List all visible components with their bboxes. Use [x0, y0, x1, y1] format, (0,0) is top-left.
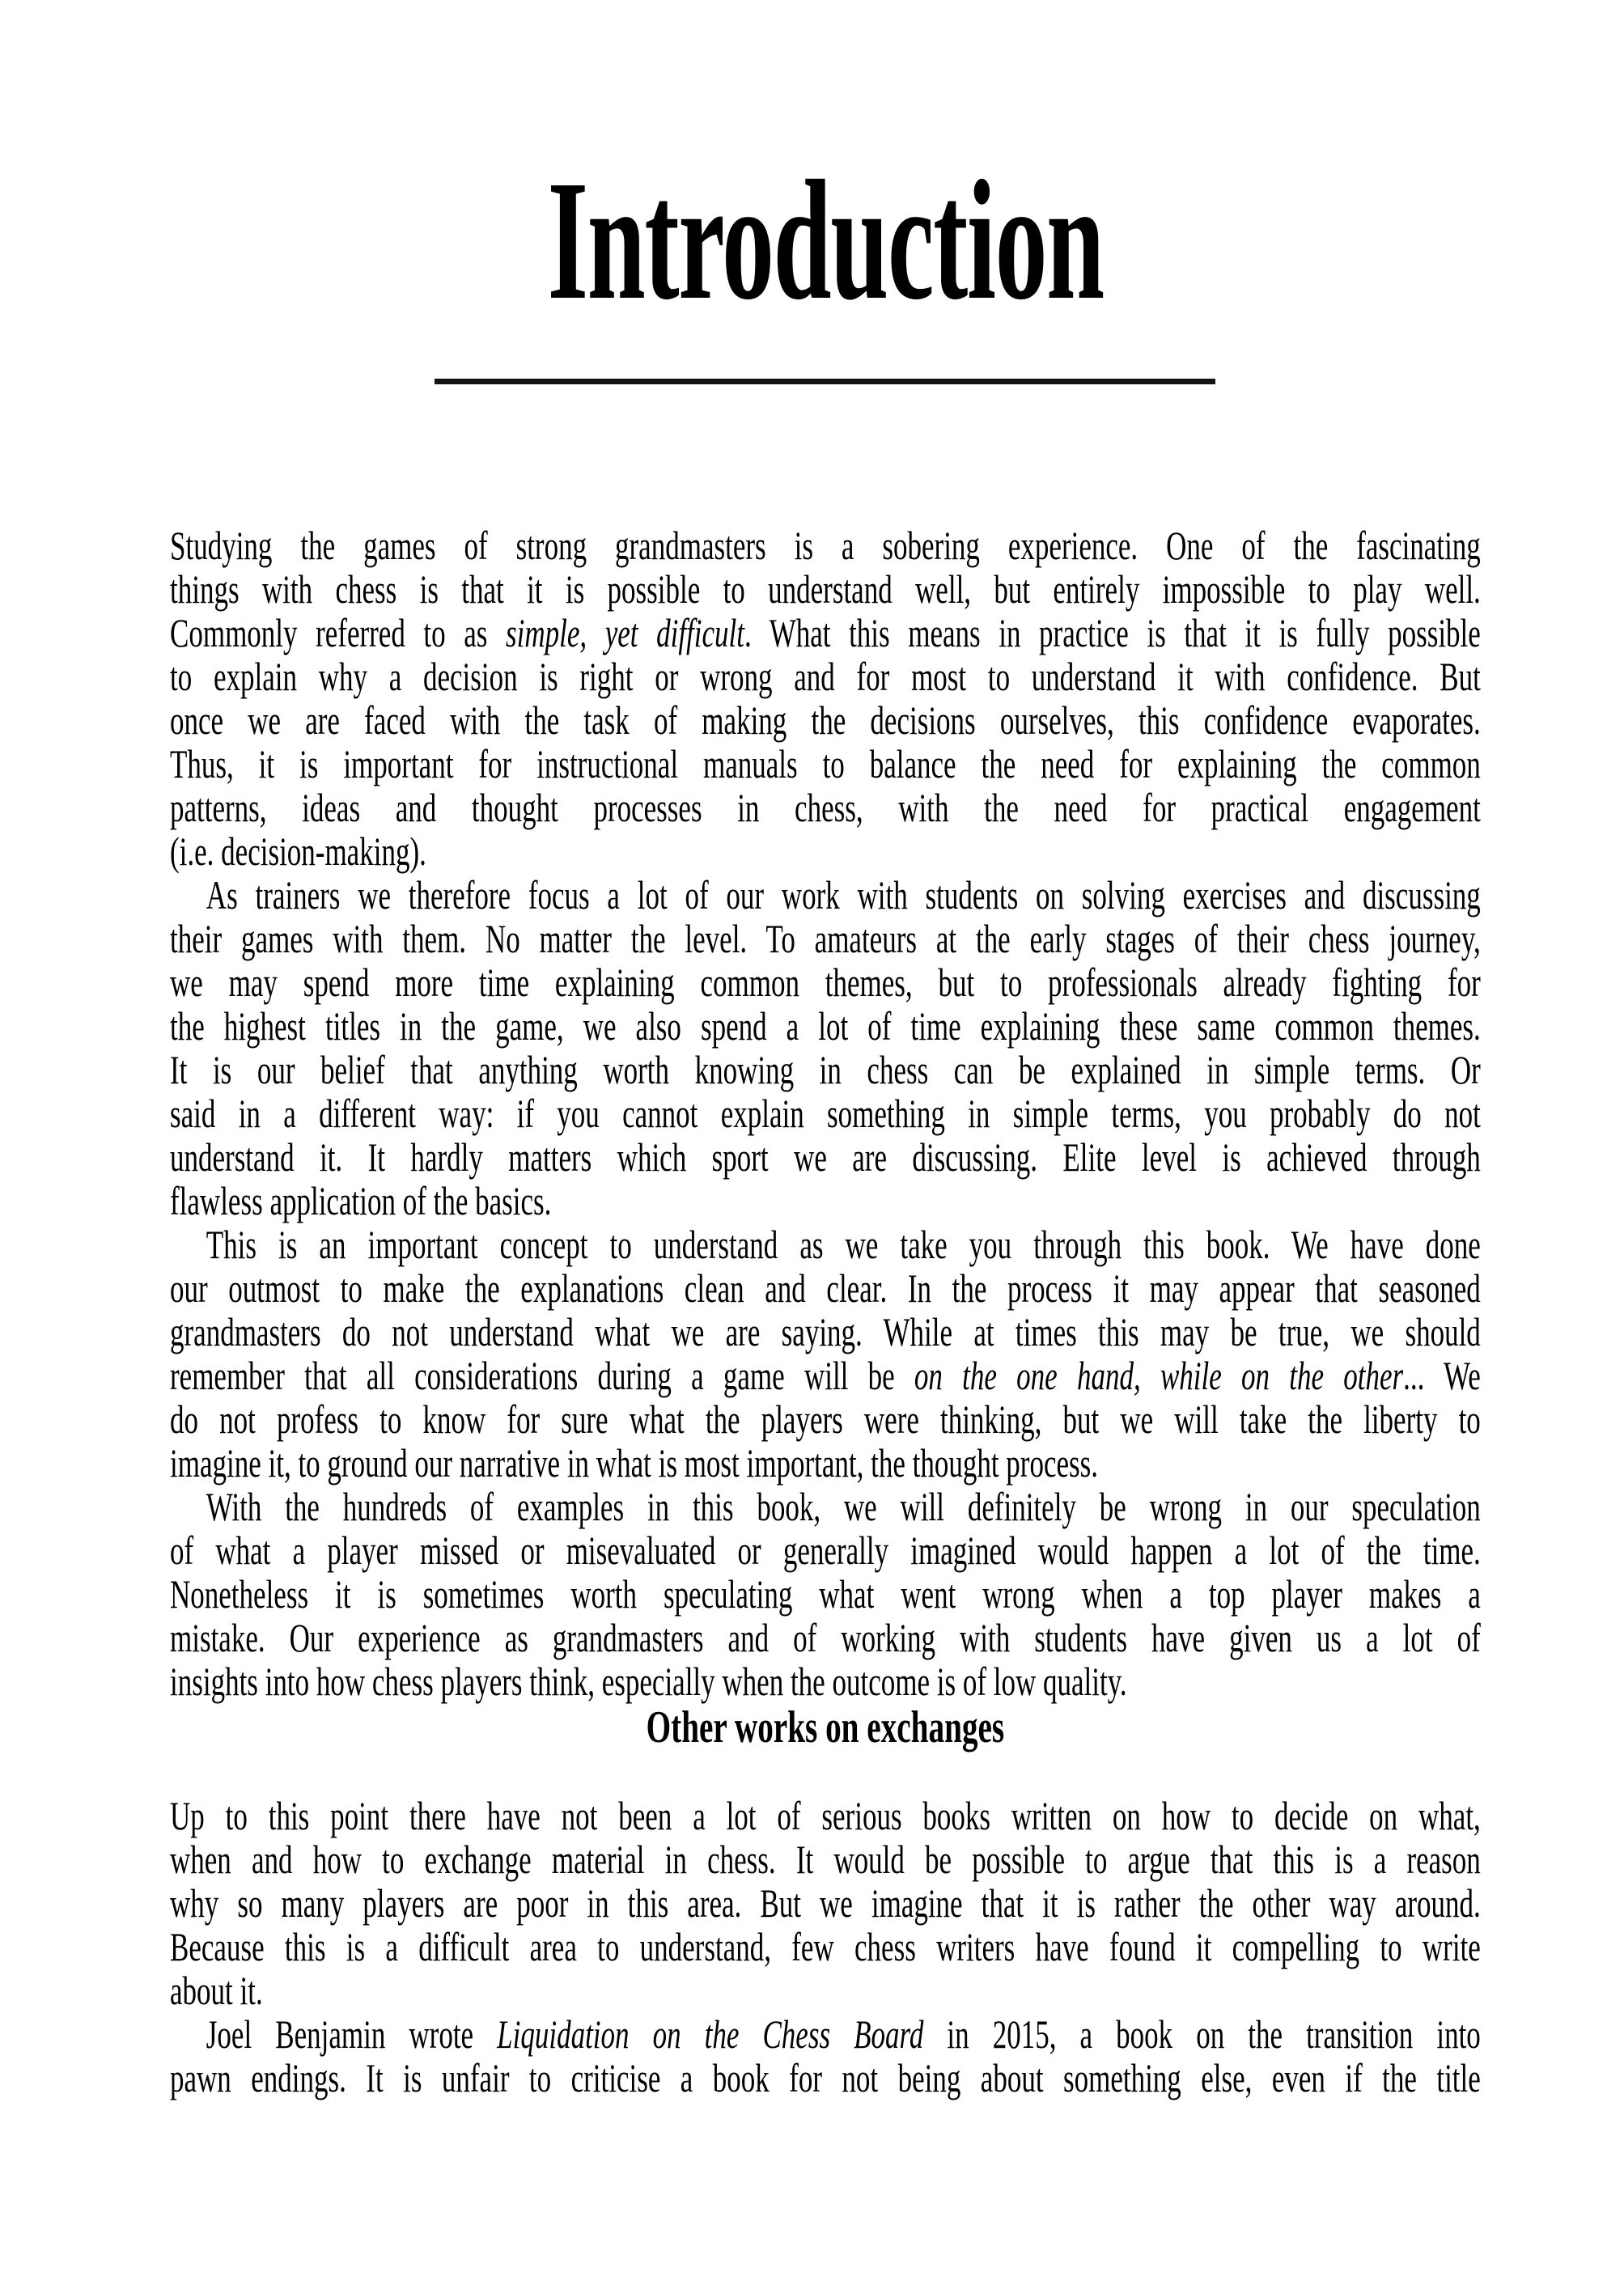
text-line: things with chess is that it is possible to understand well, but entirely impossible to play well.: [170, 566, 1481, 612]
text-line: mistake. Our experience as grandmasters and of working with students have given us a lot of: [170, 1615, 1481, 1660]
text-line: imagine it, to ground our narrative in what is most important, the thought process.: [170, 1440, 1099, 1486]
text-line: why so many players are poor in this area. But we imagine that it is rather the other way around.: [170, 1880, 1481, 1926]
paragraph: [170, 1223, 1481, 1485]
body-text: [170, 523, 1481, 2100]
text-line: This is an important concept to understand as we take you through this book. We have done: [206, 1222, 1481, 1267]
text-line: once we are faced with the task of making the decisions ourselves, this confidence evaporates.: [170, 697, 1481, 743]
text-line: when and how to exchange material in chess. It would be possible to argue that this is a reason: [170, 1837, 1481, 1882]
text-line: (i.e. decision-making).: [170, 829, 426, 874]
text-line: their games with them. No matter the level. To amateurs at the early stages of their chess journey,: [170, 916, 1481, 961]
text-line: grandmasters do not understand what we are saying. While at times this may be true, we should: [170, 1309, 1481, 1354]
text-line: It is our belief that anything worth knowing in chess can be explained in simple terms. Or: [170, 1047, 1481, 1092]
text-line: Up to this point there have not been a lot of serious books written on how to decide on what,: [170, 1793, 1481, 1838]
text-line: Studying the games of strong grandmasters is a sobering experience. One of the fascinating: [170, 523, 1481, 568]
text-line: about it.: [170, 1968, 263, 2013]
text-line: flawless application of the basics.: [170, 1178, 552, 1223]
text-line: we may spend more time explaining common themes, but to professionals already fighting for: [170, 960, 1481, 1005]
paragraph: [170, 523, 1481, 873]
text-line: As trainers we therefore focus a lot of our work with students on solving exercises and discussing: [206, 872, 1481, 918]
section-heading: Other works on exchanges: [646, 1702, 1005, 1753]
paragraph: [170, 1485, 1481, 1703]
paragraph: [170, 2012, 1481, 2100]
text-line: Thus, it is important for instructional manuals to balance the need for explaining the common: [170, 741, 1481, 786]
text-line: Joel Benjamin wrote Liquidation on the Chess Board in 2015, a book on the transition into: [206, 2011, 1481, 2057]
text-line: to explain why a decision is right or wrong and for most to understand it with confidence. But: [170, 654, 1481, 699]
paragraph: [170, 873, 1481, 1223]
text-line: our outmost to make the explanations clean and clear. In the process it may appear that seasoned: [170, 1265, 1481, 1311]
text-line: Commonly referred to as simple, yet difficult. What this means in practice is that it is fully possible: [170, 610, 1481, 655]
text-line: pawn endings. It is unfair to criticise a book for not being about something else, even if the title: [170, 2055, 1481, 2100]
text-line: insights into how chess players think, especially when the outcome is of low quality.: [170, 1659, 1127, 1704]
title-divider-rule: [435, 379, 1215, 384]
page-content: [170, 0, 1481, 2293]
text-line: the highest titles in the game, we also spend a lot of time explaining these same common themes.: [170, 1003, 1481, 1049]
text-line: Nonetheless it is sometimes worth speculating what went wrong when a top player makes a: [170, 1571, 1481, 1617]
text-line: do not profess to know for sure what the players were thinking, but we will take the liberty to: [170, 1397, 1481, 1442]
text-line: patterns, ideas and thought processes in chess, with the need for practical engagement: [170, 785, 1481, 830]
chapter-title: [170, 145, 1481, 335]
text-line: understand it. It hardly matters which sport we are discussing. Elite level is achieved through: [170, 1134, 1481, 1180]
text-line: remember that all considerations during a game will be on the one hand, while on the other... We: [170, 1353, 1481, 1398]
chapter-title-text: Introduction: [547, 145, 1104, 335]
text-line: Because this is a difficult area to understand, few chess writers have found it compelling to write: [170, 1924, 1481, 1969]
text-line: of what a player missed or misevaluated or generally imagined would happen a lot of the time.: [170, 1528, 1481, 1573]
text-line: With the hundreds of examples in this book, we will definitely be wrong in our speculation: [206, 1484, 1481, 1529]
text-line: said in a different way: if you cannot explain something in simple terms, you probably do not: [170, 1091, 1481, 1136]
paragraph: [170, 1794, 1481, 2012]
